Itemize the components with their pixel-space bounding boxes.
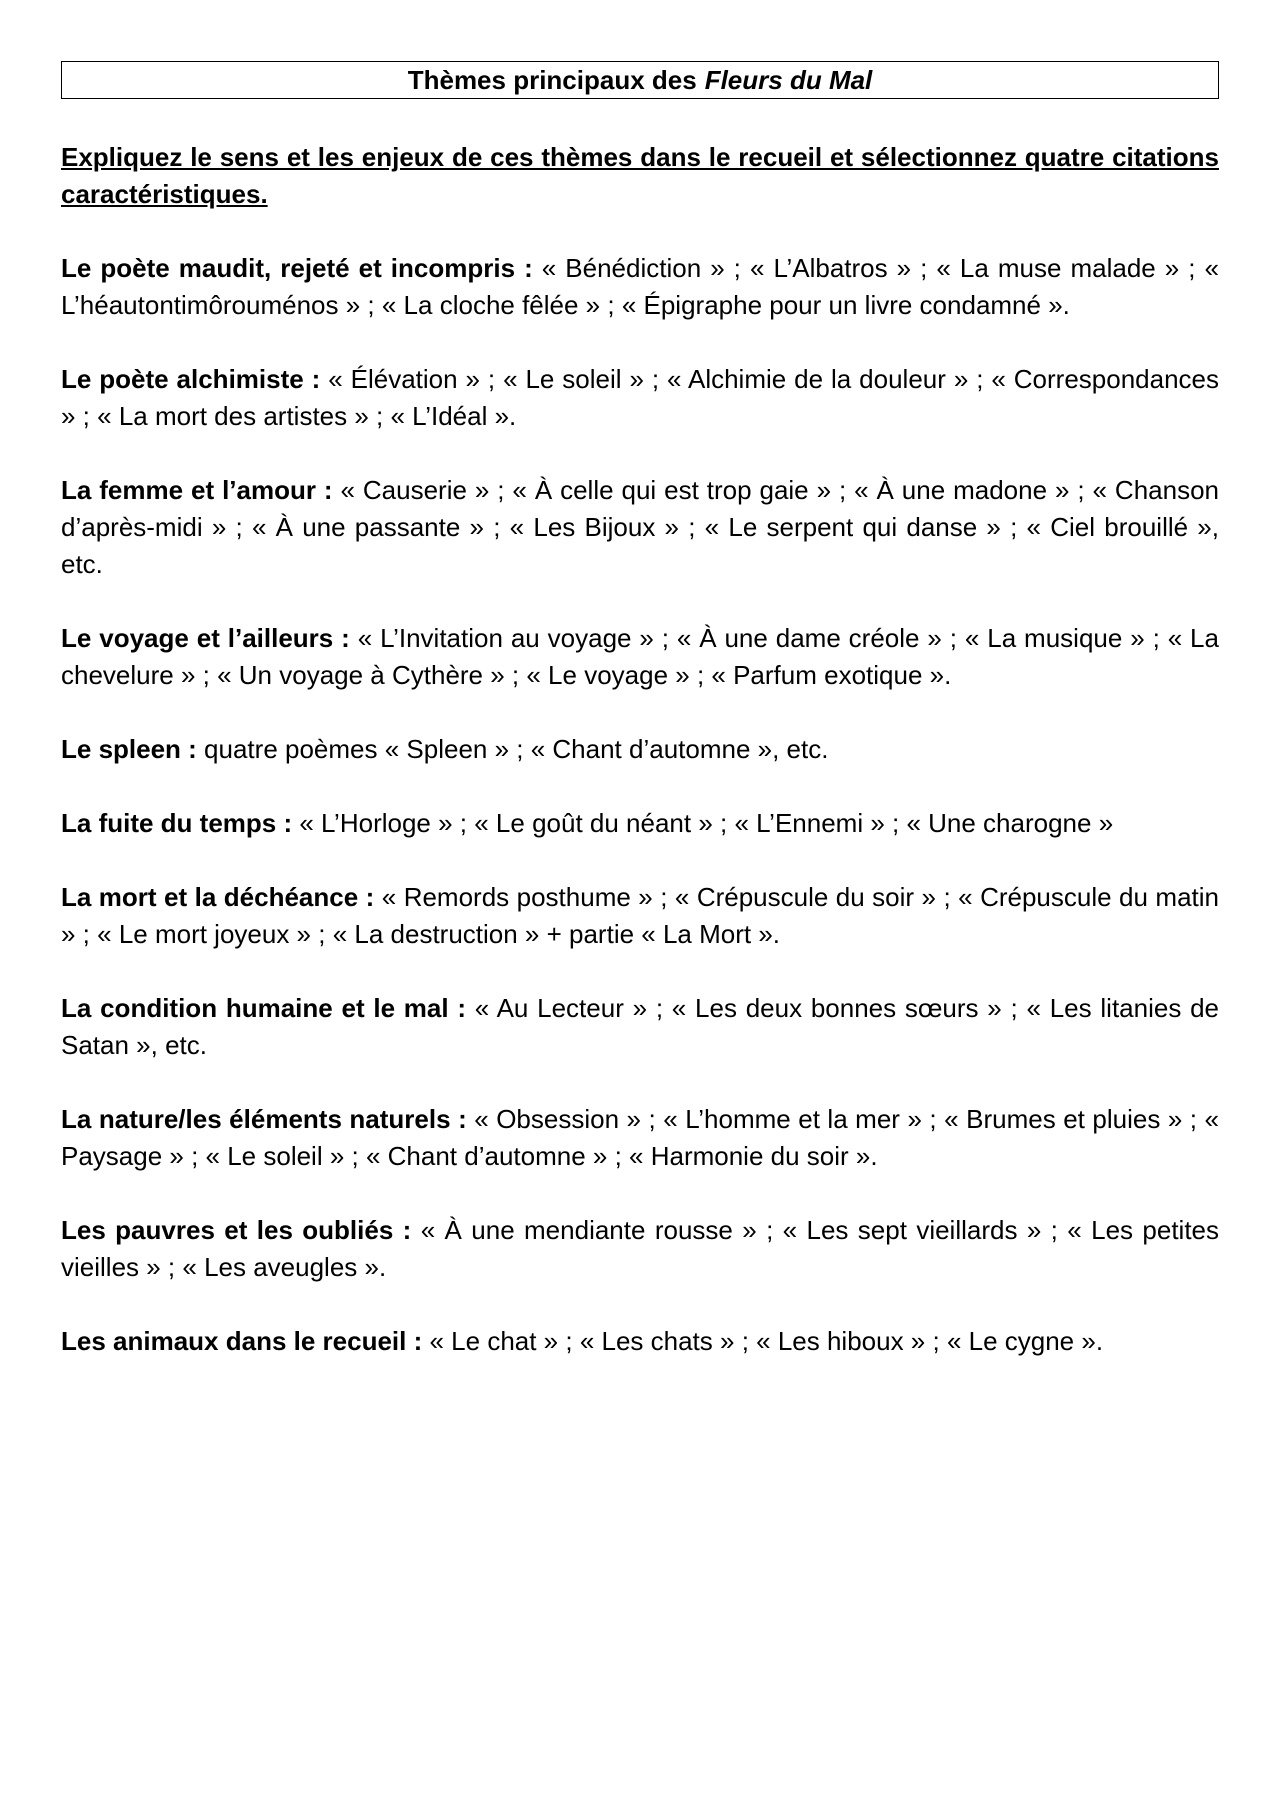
title-prefix: Thèmes principaux des — [407, 65, 697, 95]
theme-paragraph — [61, 805, 1219, 842]
theme-paragraph — [61, 1212, 1219, 1286]
title-italic: Fleurs du Mal — [704, 65, 873, 95]
theme-label: Le spleen : — [61, 734, 197, 764]
theme-text: « Causerie » ; « À celle qui est trop gaie » ; « À une madone » ; « Chanson d’après-midi » ; « À une passante » ; « Les Bijoux » ; « Le serpent qui danse » ; « Ciel brouillé », etc. — [61, 475, 1220, 579]
theme-text: « Le chat » ; « Les chats » ; « Les hiboux » ; « Le cygne ». — [422, 1326, 1104, 1356]
theme-label: Les pauvres et les oubliés : — [61, 1215, 412, 1245]
theme-text: « Élévation » ; « Le soleil » ; « Alchimie de la douleur » ; « Correspondances » ; « La mort des artistes » ; « L’Idéal ». — [61, 364, 1220, 431]
theme-paragraph — [61, 472, 1219, 583]
theme-paragraph — [61, 879, 1219, 953]
theme-text: « Bénédiction » ; « L’Albatros » ; « La muse malade » ; « L’héautontimôrouménos » ; « La cloche fêlée » ; « Épigraphe pour un livre condamné ». — [61, 253, 1219, 320]
theme-text: « À une mendiante rousse » ; « Les sept vieillards » ; « Les petites vieilles » ; « Les aveugles ». — [61, 1215, 1220, 1282]
theme-label: La femme et l’amour : — [61, 475, 333, 505]
theme-text: « L’Invitation au voyage » ; « À une dame créole » ; « La musique » ; « La chevelure » ; « Un voyage à Cythère » ; « Le voyage » ; « Parfum exotique ». — [61, 623, 1219, 690]
title-box — [61, 61, 1219, 99]
instruction: Expliquez le sens et les enjeux de ces thèmes dans le recueil et sélectionnez quatre citations caractéristiques. — [61, 142, 1219, 209]
theme-paragraph — [61, 1101, 1219, 1175]
theme-text: « Obsession » ; « L’homme et la mer » ; « Brumes et pluies » ; « Paysage » ; « Le soleil » ; « Chant d’automne » ; « Harmonie du soir ». — [61, 1104, 1219, 1171]
theme-text: « Au Lecteur » ; « Les deux bonnes sœurs » ; « Les litanies de Satan », etc. — [61, 993, 1219, 1060]
theme-text: « Remords posthume » ; « Crépuscule du soir » ; « Crépuscule du matin » ; « Le mort joyeux » ; « La destruction » + partie « La Mort ». — [61, 882, 1219, 949]
theme-paragraph — [61, 990, 1219, 1064]
theme-label: Le poète alchimiste : — [61, 364, 321, 394]
theme-paragraph — [61, 731, 1219, 768]
theme-paragraph — [61, 620, 1219, 694]
theme-label: La fuite du temps : — [61, 808, 293, 838]
theme-label: Le voyage et l’ailleurs : — [61, 623, 350, 653]
theme-label: La mort et la déchéance : — [61, 882, 375, 912]
theme-text: « L’Horloge » ; « Le goût du néant » ; « L’Ennemi » ; « Une charogne » — [292, 808, 1114, 838]
theme-paragraph — [61, 1323, 1219, 1360]
theme-label: Le poète maudit, rejeté et incompris : — [61, 253, 533, 283]
theme-text: quatre poèmes « Spleen » ; « Chant d’automne », etc. — [196, 734, 829, 764]
theme-label: La nature/les éléments naturels : — [61, 1104, 467, 1134]
theme-paragraph — [61, 250, 1219, 324]
theme-label: La condition humaine et le mal : — [61, 993, 467, 1023]
theme-paragraph — [61, 361, 1219, 435]
theme-label: Les animaux dans le recueil : — [61, 1326, 423, 1356]
document-page — [61, 61, 1219, 1360]
